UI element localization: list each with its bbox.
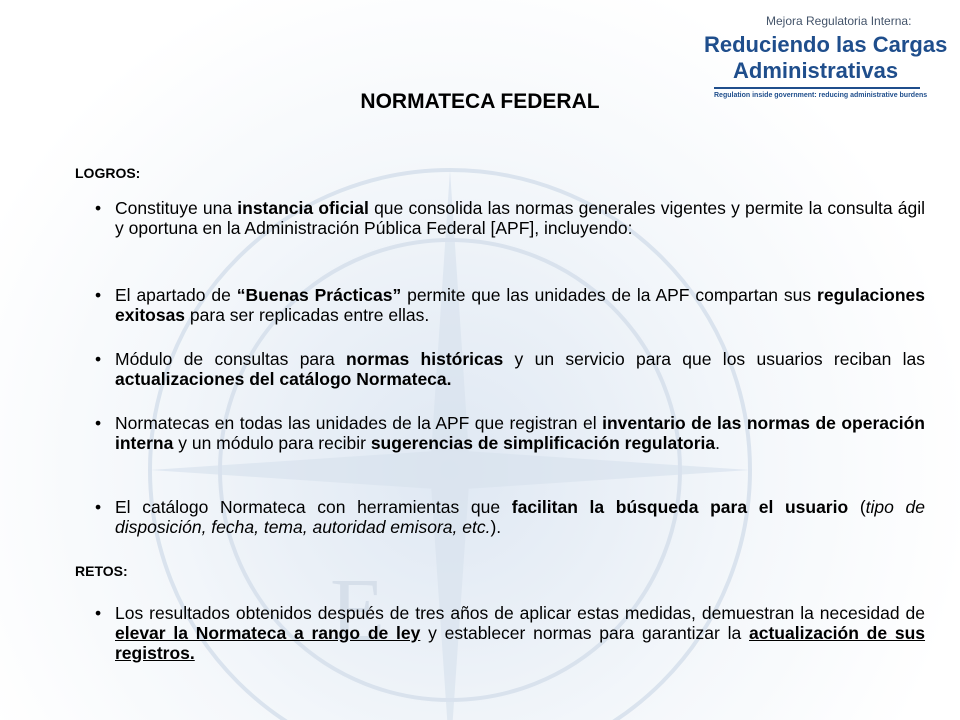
logros-bullet-3: • Módulo de consultas para normas históricas y un servicio para que los usuarios reciban las actualizaciones del catálogo Normateca. xyxy=(115,349,925,389)
logros-bullet-5: • El catálogo Normateca con herramientas que facilitan la búsqueda para el usuario (tipo de disposición, fecha, tema, autoridad emisora, etc.). xyxy=(115,497,925,537)
logo-caption: Mejora Regulatoria Interna: xyxy=(766,14,912,28)
page-title: NORMATECA FEDERAL xyxy=(360,90,600,113)
logo-rule xyxy=(714,87,920,89)
svg-text:E: E xyxy=(330,561,385,660)
logros-bullet-1: • Constituye una instancia oficial que consolida las normas generales vigentes y permite la consulta ágil y oportuna en la Administración Pública Federal [APF], incluyendo: xyxy=(115,198,925,238)
logo-title-line2: Administrativas xyxy=(733,58,899,83)
retos-heading: RETOS: xyxy=(75,563,128,579)
logros-heading: LOGROS: xyxy=(75,165,141,181)
logo-title-line1: Reduciendo las Cargas xyxy=(704,32,948,57)
logros-bullet-2: • El apartado de “Buenas Prácticas” permite que las unidades de la APF compartan sus regulaciones exitosas para ser replicadas entre ellas. xyxy=(115,285,925,325)
logo-subtitle: Regulation inside government: reducing administrative burdens xyxy=(714,92,928,99)
logros-bullet-4: • Normatecas en todas las unidades de la APF que registran el inventario de las normas de operación interna y un módulo para recibir sugerencias de simplificación regulatoria. xyxy=(115,413,925,453)
retos-bullet-1: • Los resultados obtenidos después de tres años de aplicar estas medidas, demuestran la necesidad de elevar la Normateca a rango de ley y establecer normas para garantizar la actualización de sus registros. xyxy=(115,603,925,663)
